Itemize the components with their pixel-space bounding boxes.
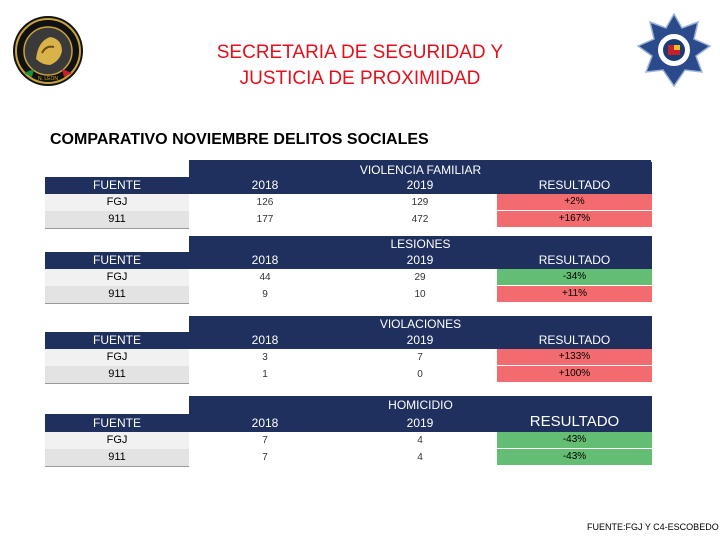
header-year-2018: 2018	[251, 333, 279, 347]
row-value-2019: 4	[417, 452, 423, 463]
header-year-2019: 2019	[406, 253, 434, 267]
header-year-2018: 2018	[251, 178, 279, 192]
row-value-2018: 7	[262, 435, 268, 446]
row-source: FGJ	[45, 269, 189, 287]
row-value-2018: 1	[262, 369, 268, 380]
source-footnote: FUENTE:FGJ Y C4-ESCOBEDO	[587, 522, 719, 532]
header-fuente: FUENTE	[93, 178, 141, 192]
table-header-row	[45, 414, 652, 432]
table-title-bar	[189, 162, 652, 178]
row-value-2018: 44	[259, 272, 271, 283]
report-subtitle: COMPARATIVO NOVIEMBRE DELITOS SOCIALES	[50, 131, 429, 148]
row-value-2018: 3	[262, 352, 268, 363]
row-value-2018: 7	[262, 452, 268, 463]
table-row	[45, 349, 652, 366]
row-value-2019: 129	[411, 197, 429, 208]
row-result: +167%	[497, 211, 652, 228]
row-result: +133%	[497, 349, 652, 366]
row-result: -43%	[497, 432, 652, 449]
table-row	[45, 366, 652, 383]
row-source: 911	[45, 366, 189, 384]
table-title: HOMICIDIO	[388, 398, 453, 412]
table-row	[45, 432, 652, 449]
header-year-2019: 2019	[406, 178, 434, 192]
header-resultado: RESULTADO	[538, 333, 611, 347]
header-year-2019: 2019	[406, 333, 434, 347]
row-result: -34%	[497, 269, 652, 286]
row-value-2019: 29	[414, 272, 426, 283]
header-resultado: RESULTADO	[538, 178, 611, 192]
row-value-2019: 7	[417, 352, 423, 363]
table-title-bar	[189, 236, 652, 252]
header-year-2018: 2018	[251, 416, 279, 430]
row-value-2018: 126	[256, 197, 274, 208]
row-value-2019: 4	[417, 435, 423, 446]
page-title	[100, 40, 620, 92]
table-row	[45, 286, 652, 303]
table-title: VIOLACIONES	[379, 317, 462, 331]
row-source: 911	[45, 449, 189, 467]
svg-text:N. LEON: N. LEON	[37, 76, 59, 82]
table-header-row	[45, 177, 652, 194]
row-value-2019: 472	[411, 214, 429, 225]
table-title-bar	[189, 316, 652, 332]
row-source: 911	[45, 286, 189, 304]
row-value-2019: 0	[417, 369, 423, 380]
row-source: FGJ	[45, 349, 189, 367]
page-title-line-2: JUSTICIA DE PROXIMIDAD	[239, 68, 481, 89]
row-result: +11%	[497, 286, 652, 303]
row-result: -43%	[497, 449, 652, 466]
table-title: LESIONES	[390, 237, 451, 251]
header-fuente: FUENTE	[93, 333, 141, 347]
row-value-2019: 10	[414, 289, 426, 300]
table-header-row	[45, 332, 652, 349]
header-resultado: RESULTADO	[538, 253, 611, 267]
row-source: FGJ	[45, 432, 189, 450]
header-fuente: FUENTE	[93, 253, 141, 267]
table-row	[45, 269, 652, 286]
police-emblem-logo	[12, 15, 84, 87]
police-star-badge-logo	[636, 12, 712, 88]
header-resultado: RESULTADO	[529, 413, 620, 430]
header-year-2019: 2019	[406, 416, 434, 430]
header-fuente: FUENTE	[93, 416, 141, 430]
page-title-line-1: SECRETARIA DE SEGURIDAD Y	[216, 42, 504, 63]
table-header-row	[45, 252, 652, 269]
table-row	[45, 449, 652, 466]
table-row	[45, 211, 652, 228]
row-source: FGJ	[45, 194, 189, 212]
row-source: 911	[45, 211, 189, 229]
row-value-2018: 9	[262, 289, 268, 300]
row-result: +2%	[497, 194, 652, 211]
table-row	[45, 194, 652, 211]
table-title: VIOLENCIA FAMILIAR	[359, 163, 482, 177]
row-result: +100%	[497, 366, 652, 383]
header-year-2018: 2018	[251, 253, 279, 267]
row-value-2018: 177	[256, 214, 274, 225]
